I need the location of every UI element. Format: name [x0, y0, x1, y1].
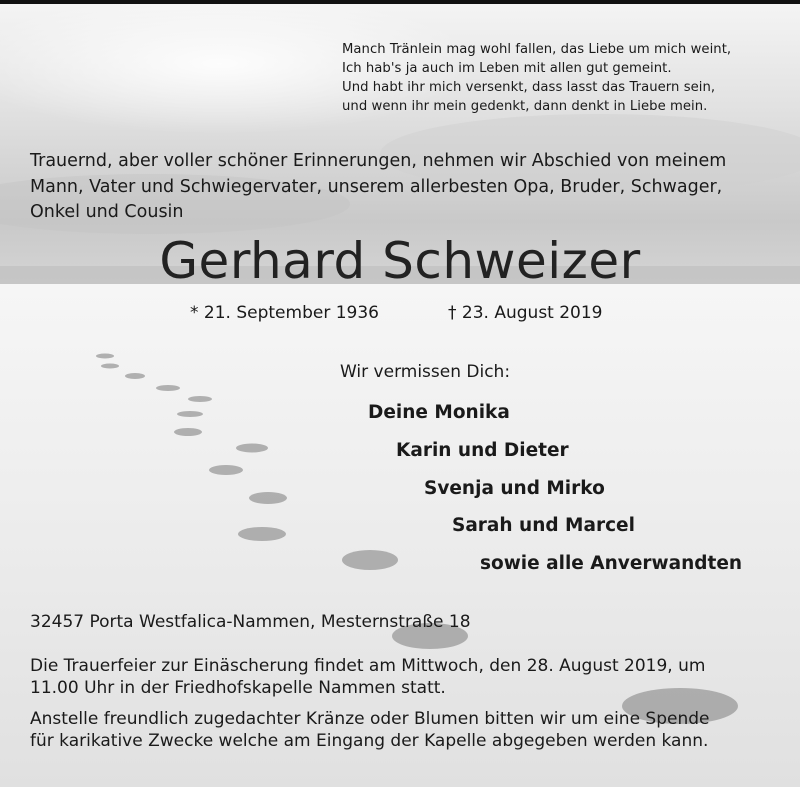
intro-line: Onkel und Cousin: [30, 202, 184, 222]
family-address: 32457 Porta Westfalica-Nammen, Mesternstraße 18: [30, 612, 471, 632]
mourner-name: Sarah und Marcel: [452, 515, 635, 536]
intro-line: Mann, Vater und Schwiegervater, unserem allerbesten Opa, Bruder, Schwager,: [30, 176, 723, 197]
poem-line: Ich hab's ja auch im Leben mit allen gut gemeint.: [342, 61, 672, 76]
donation-line: für karikative Zwecke welche am Eingang der Kapelle abgegeben werden kann.: [30, 731, 709, 751]
intro-text: [30, 149, 780, 226]
mourner-name: sowie alle Anverwandten: [480, 553, 743, 574]
birth-date: * 21. September 1936: [190, 303, 379, 323]
mourner-name: Deine Monika: [368, 402, 510, 423]
donation-line: Anstelle freundlich zugedachter Kränze oder Blumen bitten wir um eine Spende: [30, 709, 710, 729]
poem-line: und wenn ihr mein gedenkt, dann denkt in Liebe mein.: [342, 99, 708, 114]
mourners-heading: Wir vermissen Dich:: [340, 362, 511, 382]
deceased-name: Gerhard Schweizer: [159, 232, 641, 290]
ceremony-line: 11.00 Uhr in der Friedhofskapelle Nammen statt.: [30, 678, 446, 698]
donation-request: [30, 708, 774, 752]
mourner-name: Karin und Dieter: [396, 440, 569, 461]
death-date: † 23. August 2019: [448, 303, 603, 323]
mourner-name: Svenja und Mirko: [424, 478, 605, 499]
poem: [342, 40, 782, 116]
poem-line: Manch Tränlein mag wohl fallen, das Liebe um mich weint,: [342, 42, 732, 57]
ceremony-line: Die Trauerfeier zur Einäscherung findet am Mittwoch, den 28. August 2019, um: [30, 656, 706, 676]
ceremony-info: [30, 655, 774, 699]
poem-line: Und habt ihr mich versenkt, dass lasst das Trauern sein,: [342, 80, 716, 95]
intro-line: Trauernd, aber voller schöner Erinnerungen, nehmen wir Abschied von meinem: [30, 151, 727, 171]
